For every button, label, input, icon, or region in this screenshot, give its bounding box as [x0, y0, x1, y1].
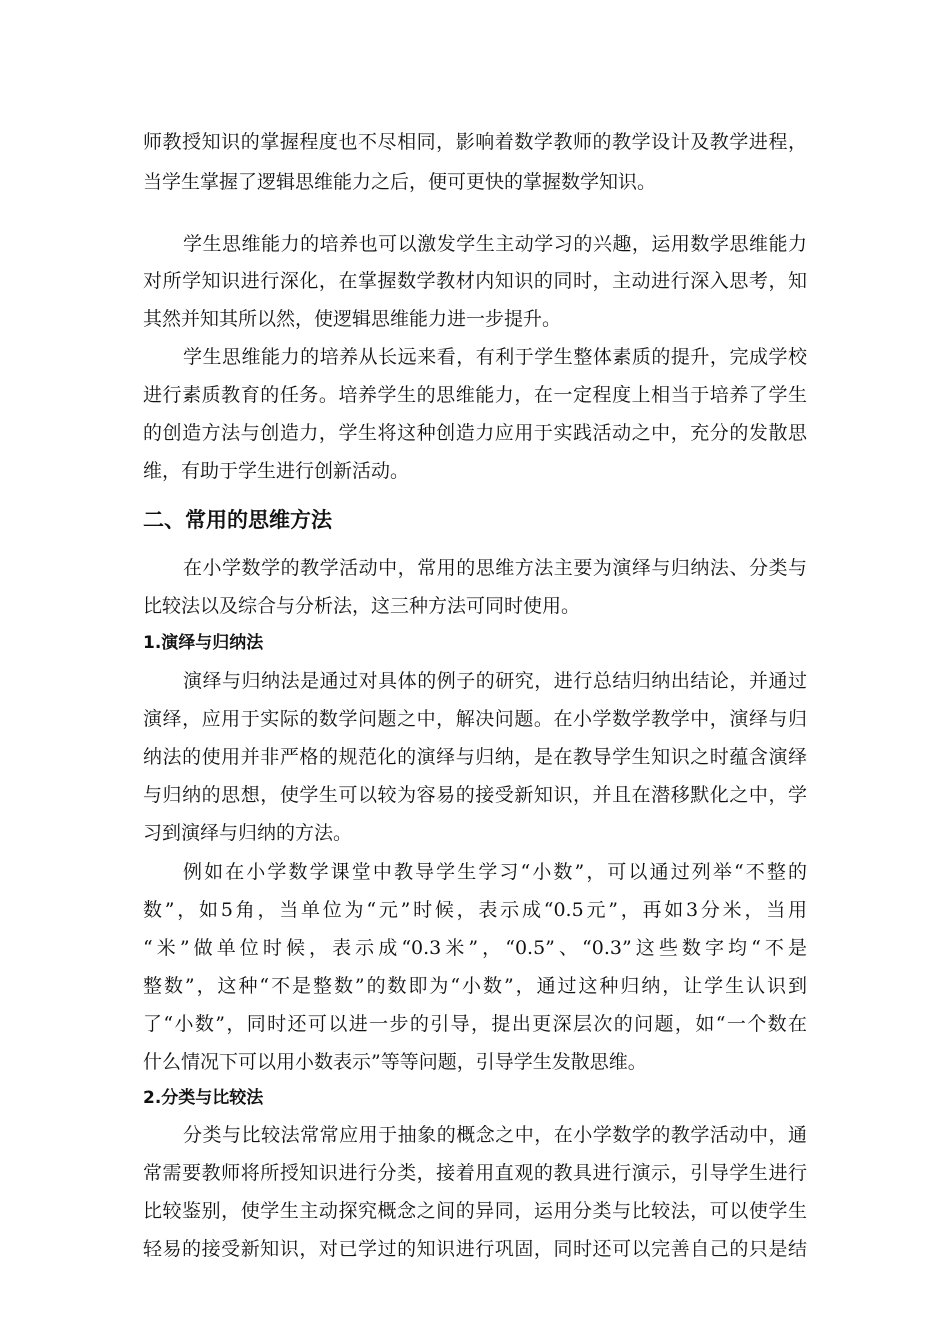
subsection-heading: 1.演绎与归纳法: [143, 633, 264, 653]
paragraph-line: 数”，如5角，当单位为“元”时候，表示成“0.5元”，再如3分米，当用: [143, 899, 807, 921]
subsection-heading: 2.分类与比较法: [143, 1088, 264, 1108]
paragraph-line: 常需要教师将所授知识进行分类，接着用直观的教具进行演示，引导学生进行: [143, 1162, 807, 1184]
paragraph-line: 纳法的使用并非严格的规范化的演绎与归纳，是在教导学生知识之时蕴含演绎: [143, 746, 807, 768]
paragraph-line: 轻易的接受新知识，对已学过的知识进行巩固，同时还可以完善自己的只是结: [143, 1238, 807, 1260]
paragraph-line: 整数”，这种“不是整数”的数即为“小数”，通过这种归纳，让学生认识到: [143, 975, 807, 997]
paragraph-line: 什么情况下可以用小数表示”等等问题，引导学生发散思维。: [143, 1051, 647, 1073]
paragraph-line: 比较鉴别，使学生主动探究概念之间的异同，运用分类与比较法，可以使学生: [143, 1200, 807, 1222]
section-heading: 二、常用的思维方法: [143, 508, 332, 532]
paragraph-line: 与归纳的思想，使学生可以较为容易的接受新知识，并且在潜移默化之中，学: [143, 784, 807, 806]
paragraph-line: 了“小数”，同时还可以进一步的引导，提出更深层次的问题，如“一个数在: [143, 1013, 807, 1035]
paragraph-line: 演绎，应用于实际的数学问题之中，解决问题。在小学数学教学中，演绎与归: [143, 708, 807, 730]
paragraph-line: 例如在小学数学课堂中教导学生学习“小数”，可以通过列举“不整的: [183, 861, 807, 883]
paragraph-line: 师教授知识的掌握程度也不尽相同，影响着数学教师的教学设计及教学进程，: [143, 131, 807, 153]
paragraph-line: 习到演绎与归纳的方法。: [143, 822, 353, 844]
paragraph-line: 的创造方法与创造力，学生将这种创造力应用于实践活动之中，充分的发散思: [143, 422, 807, 444]
paragraph-line: 维，有助于学生进行创新活动。: [143, 460, 410, 482]
paragraph-line: 对所学知识进行深化，在掌握数学教材内知识的同时，主动进行深入思考，知: [143, 270, 807, 292]
paragraph-line: 分类与比较法常常应用于抽象的概念之中，在小学数学的教学活动中，通: [183, 1124, 807, 1146]
paragraph-line: 进行素质教育的任务。培养学生的思维能力，在一定程度上相当于培养了学生: [143, 384, 807, 406]
paragraph-line: 比较法以及综合与分析法，这三种方法可同时使用。: [143, 595, 581, 617]
paragraph-line: “米”做单位时候，表示成“0.3米”，“0.5”、“0.3”这些数字均“不是: [143, 937, 807, 959]
paragraph-line: 演绎与归纳法是通过对具体的例子的研究，进行总结归纳出结论，并通过: [183, 670, 807, 692]
paragraph-line: 其然并知其所以然，使逻辑思维能力进一步提升。: [143, 308, 562, 330]
paragraph-line: 学生思维能力的培养也可以激发学生主动学习的兴趣，运用数学思维能力: [183, 233, 807, 255]
paragraph-line: 当学生掌握了逻辑思维能力之后，便可更快的掌握数学知识。: [143, 171, 657, 193]
paragraph-line: 在小学数学的教学活动中，常用的思维方法主要为演绎与归纳法、分类与: [183, 557, 807, 579]
paragraph-line: 学生思维能力的培养从长远来看，有利于学生整体素质的提升，完成学校: [183, 346, 807, 368]
